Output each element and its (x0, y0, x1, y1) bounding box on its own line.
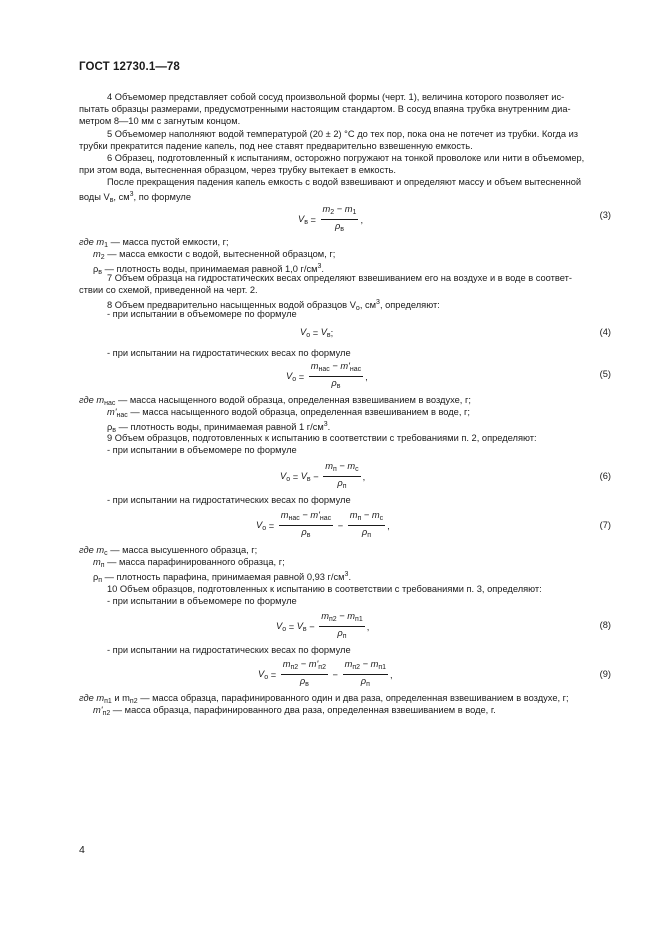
paragraph-10-line-1: 10 Объем образцов, подготовленных к испытанию в соответствии с требованиями п. 3, определяют: (107, 584, 542, 594)
paragraph-8-line-2: - при испытании в объемомере по формуле (107, 309, 297, 319)
formula-7-number: (7) (599, 520, 611, 530)
where-1-line-1: где $m_1$ — масса пустой емкости, г; (79, 237, 229, 249)
formula-3: $V_в$ = $\frac{m_2 - m_1}{\rho_в}$ , (3) (298, 204, 611, 233)
formula-6-number: (6) (599, 471, 611, 481)
paragraph-6-line-4: воды $V_в$, $см^3$, по формуле (79, 191, 192, 204)
where-1-line-3: $\rho_в$ — плотность воды, принимаемая равной 1,0 $г/см^3$. (93, 263, 324, 276)
formula-3-number: (3) (599, 210, 611, 220)
where-1-line-2: $m_2$ — масса емкости с водой, вытесненной образцом, г; (93, 249, 336, 261)
formula-8-number: (8) (599, 620, 611, 630)
formula-4: $V_о$ = $V_в$ ; (4) (300, 327, 611, 339)
formula-9-number: (9) (599, 669, 611, 679)
paragraph-8-line-1: 8 Объем предварительно насыщенных водой образцов $V_о$, $см^3$, определяют: (107, 299, 440, 312)
standard-header: ГОСТ 12730.1—78 (79, 61, 180, 73)
paragraph-9-line-2: - при испытании в объемомере по формуле (107, 445, 297, 455)
paragraph-7-line-2: ствии со схемой, приведенной на черт. 2. (79, 285, 258, 295)
formula-7: $V_о$ = $\frac{m_{нас} - m'_{нас}}{\rho_в}$ − $\frac{m_п - m_с}{\rho_п}$ , (7) (256, 510, 611, 539)
paragraph-6-line-3: После прекращения падения капель емкость с водой взвешивают и определяют массу и объем вытесненной (107, 177, 582, 187)
paragraph-4-line-1: 4 Объемомер представляет собой сосуд произвольной формы (черт. 1), величина которого позволяет ис- (107, 92, 565, 102)
paragraph-9-line-1: 9 Объем образцов, подготовленных к испытанию в соответствии с требованиями п. 2, определяют: (107, 433, 537, 443)
formula-5: $V_о$ = $\frac{m_{нас} - m'_{нас}}{\rho_в}$ , (5) (286, 361, 611, 390)
formula-5-number: (5) (599, 369, 611, 379)
page-number: 4 (79, 844, 85, 856)
paragraph-10-line-3: - при испытании на гидростатических весах по формуле (107, 645, 351, 655)
paragraph-4-line-3: метром 8—10 мм с загнутым концом. (79, 116, 241, 126)
formula-4-number: (4) (599, 327, 611, 337)
paragraph-7-line-1: 7 Объем образца на гидростатических весах определяют взвешиванием его на воздухе и в воде в соответ- (107, 273, 572, 283)
paragraph-5-line-2: трубки прекратится падение капель, под нее ставят предварительно взвешенную емкость. (79, 141, 473, 151)
paragraph-4-line-2: пытать образцы размерами, предусмотренными настоящим стандартом. В сосуд впаяна трубка внутренним диа- (79, 104, 571, 114)
where-2-line-3: $\rho_в$ — плотность воды, принимаемая равной 1 $г/см^3$. (107, 421, 331, 434)
where-2-line-2: $m'_{нас}$ — масса насыщенного водой образца, определенная взвешиванием в воде, г; (107, 407, 470, 419)
paragraph-10-line-2: - при испытании в объемомере по формуле (107, 596, 297, 606)
where-4-line-2: $m'_{п2}$ — масса образца, парафинированного два раза, определенная взвешиванием в воде, г. (93, 705, 496, 717)
formula-6: $V_о$ = $V_в$ − $\frac{m_п - m_с}{\rho_п}$ , (6) (280, 461, 611, 490)
where-3-line-1: где $m_с$ — масса высушенного образца, г; (79, 545, 258, 557)
paragraph-8-line-3: - при испытании на гидростатических весах по формуле (107, 348, 351, 358)
paragraph-6-line-1: 6 Образец, подготовленный к испытаниям, осторожно погружают на тонкой проволоке или нити в объемомер, (107, 153, 585, 163)
where-4-line-1: где $m_{п1}$ и $m_{п2}$ — масса образца, парафинированного один и два раза, определенная взвешиванием в воздухе, г; (79, 693, 569, 705)
where-3-line-2: $m_п$ — масса парафинированного образца, г; (93, 557, 285, 569)
formula-8: $V_о$ = $V_в$ − $\frac{m_{п2} - m_{п1}}{\rho_п}$ , (8) (276, 611, 611, 640)
paragraph-9-line-3: - при испытании на гидростатических весах по формуле (107, 495, 351, 505)
paragraph-6-line-2: при этом вода, вытесненная образцом, через трубку вытекает в емкость. (79, 165, 396, 175)
formula-9: $V_о$ = $\frac{m_{п2} - m'_{п2}}{\rho_в}$ − $\frac{m_{п2} - m_{п1}}{\rho_п}$ , (9) (258, 659, 611, 688)
where-2-line-1: где $m_{нас}$ — масса насыщенного водой образца, определенная взвешиванием в воздухе, г; (79, 395, 471, 407)
paragraph-5-line-1: 5 Объемомер наполняют водой температурой (20 ± 2) °С до тех пор, пока она не потечет из трубки. Когда из (107, 129, 579, 139)
where-3-line-3: $\rho_п$ — плотность парафина, принимаемая равной 0,93 $г/см^3$. (93, 571, 352, 584)
